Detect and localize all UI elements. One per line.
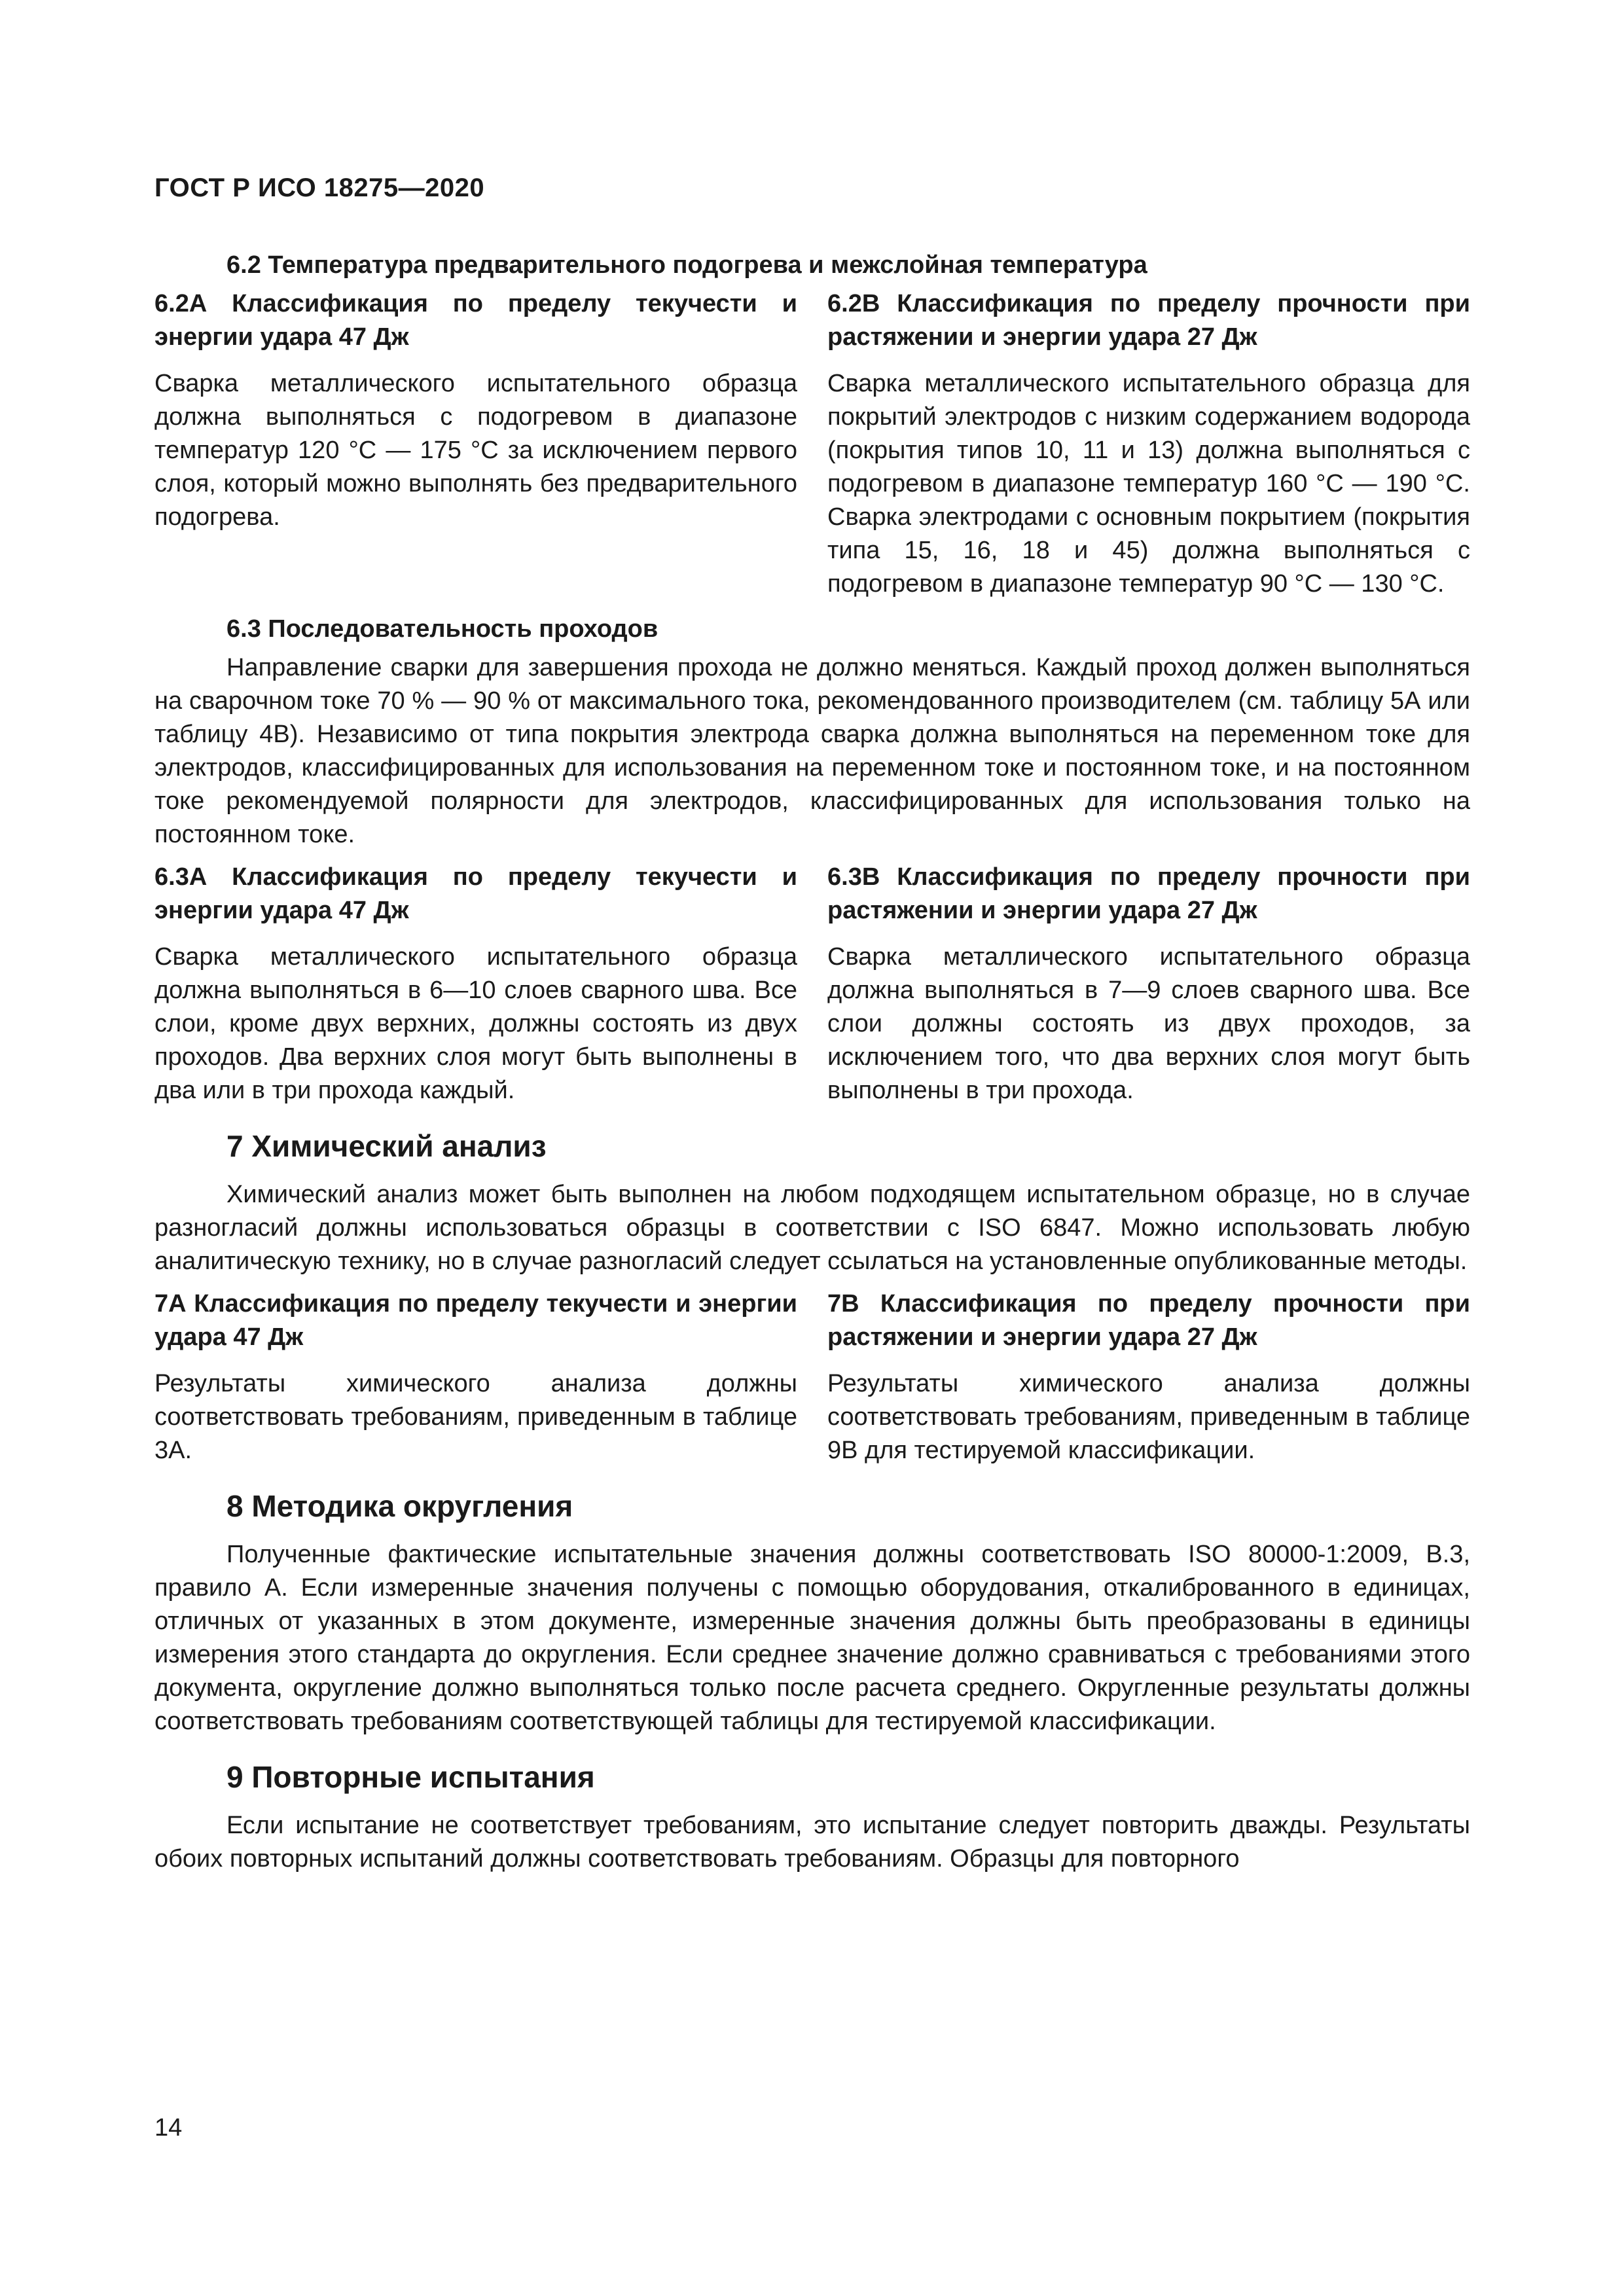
section-8-title: 8 Методика округления (226, 1489, 573, 1523)
section-7b-heading: 7В Классификация по пределу прочности при растяжении и энергии удара 27 Дж (827, 1290, 1470, 1351)
section-6-3a-text: Сварка металлического испытательного образца должна выполняться в 6—10 слоев сварного шва. Все слои, кроме двух верхних, должны состоять из двух проходов. Два верхних слоя могут быть выполнены в два или в три прохода каждый. (154, 943, 797, 1104)
document-header: ГОСТ Р ИСО 18275—2020 (154, 173, 485, 202)
section-6-3a (154, 861, 797, 1107)
section-6-2a-text: Сварка металлического испытательного образца должна выполняться с подогревом в диапазоне температур 120 °С — 175 °С за исключением первого слоя, который можно выполнять без предварительного подогрева. (154, 370, 797, 531)
section-6-3b-text: Сварка металлического испытательного образца должна выполняться в 7—9 слоев сварного шва. Все слои должны состоять из двух проходов, за исключением того, что два верхних слоя могут быть выполнены в три прохода. (827, 943, 1470, 1104)
section-7b-text: Результаты химического анализа должны соответствовать требованиям, приведенным в таблице 9В для тестируемой классификации. (827, 1370, 1470, 1464)
section-6-2a-heading: 6.2А Классификация по пределу текучести и энергии удара 47 Дж (154, 290, 797, 351)
section-9-text: Если испытание не соответствует требованиям, это испытание следует повторить дважды. Результаты обоих повторных испытаний должны соответствовать требованиям. Образцы для повторного (154, 1812, 1470, 1873)
section-7-columns (154, 1287, 1470, 1467)
section-7-title: 7 Химический анализ (226, 1129, 547, 1163)
section-6-2b-text: Сварка металлического испытательного образца для покрытий электродов с низким содержанием водорода (покрытия типов 10, 11 и 13) должна выполняться с подогревом в диапазоне температур 160 °С — 190 °С. Сварка электродами с основным покрытием (покрытия типа 15, 16, 18 и 45) должна выполняться с подогревом в диапазоне температур 90 °С — 130 °С. (827, 370, 1470, 598)
section-6-2-columns (154, 287, 1470, 601)
section-7a (154, 1287, 797, 1467)
section-6-2-title: 6.2 Температура предварительного подогрева и межслойная температура (226, 251, 1147, 279)
section-6-3-text: Направление сварки для завершения прохода не должно меняться. Каждый проход должен выполняться на сварочном токе 70 % — 90 % от максимального тока, рекомендованного производителем (см. таблицу 5А или таблицу 4В). Независимо от типа покрытия электрода сварка должна выполняться на переменном токе для электродов, классифицированных для использования на переменном токе и постоянном токе, и на постоянном токе рекомендуемой полярности для электродов, классифицированных для использования только на постоянном токе. (154, 654, 1470, 848)
section-8-text: Полученные фактические испытательные значения должны соответствовать ISO 80000-1:2009, В.3, правило А. Если измеренные значения получены с помощью оборудования, откалиброванного в единицах, отличных от указанных в этом документе, измеренные значения должны быть преобразованы в единицы измерения этого стандарта до округления. Если среднее значение должно сравниваться с требованиями этого документа, округление должно выполняться только после расчета среднего. Округленные результаты должны соответствовать требованиям соответствующей таблицы для тестируемой классификации. (154, 1541, 1470, 1735)
section-6-3-columns (154, 861, 1470, 1107)
section-6-3a-heading: 6.3А Классификация по пределу текучести и энергии удара 47 Дж (154, 863, 797, 924)
section-7a-heading: 7А Классификация по пределу текучести и энергии удара 47 Дж (154, 1290, 797, 1351)
section-6-2b-heading: 6.2В Классификация по пределу прочности при растяжении и энергии удара 27 Дж (827, 290, 1470, 351)
section-7b (827, 1287, 1470, 1467)
section-6-2a (154, 287, 797, 601)
section-7a-text: Результаты химического анализа должны соответствовать требованиям, приведенным в таблице 3А. (154, 1370, 797, 1464)
section-9-title: 9 Повторные испытания (226, 1760, 595, 1794)
section-6-3-title: 6.3 Последовательность проходов (226, 615, 659, 643)
section-7-text: Химический анализ может быть выполнен на любом подходящем испытательном образце, но в случае разногласий должны использоваться образцы в соответствии с ISO 6847. Можно использовать любую аналитическую технику, но в случае разногласий следует ссылаться на установленные опубликованные методы. (154, 1181, 1470, 1275)
section-6-2b (827, 287, 1470, 601)
section-6-3b-heading: 6.3В Классификация по пределу прочности при растяжении и энергии удара 27 Дж (827, 863, 1470, 924)
document-body (154, 249, 1470, 1885)
page-number: 14 (154, 2114, 183, 2142)
section-6-3b (827, 861, 1470, 1107)
